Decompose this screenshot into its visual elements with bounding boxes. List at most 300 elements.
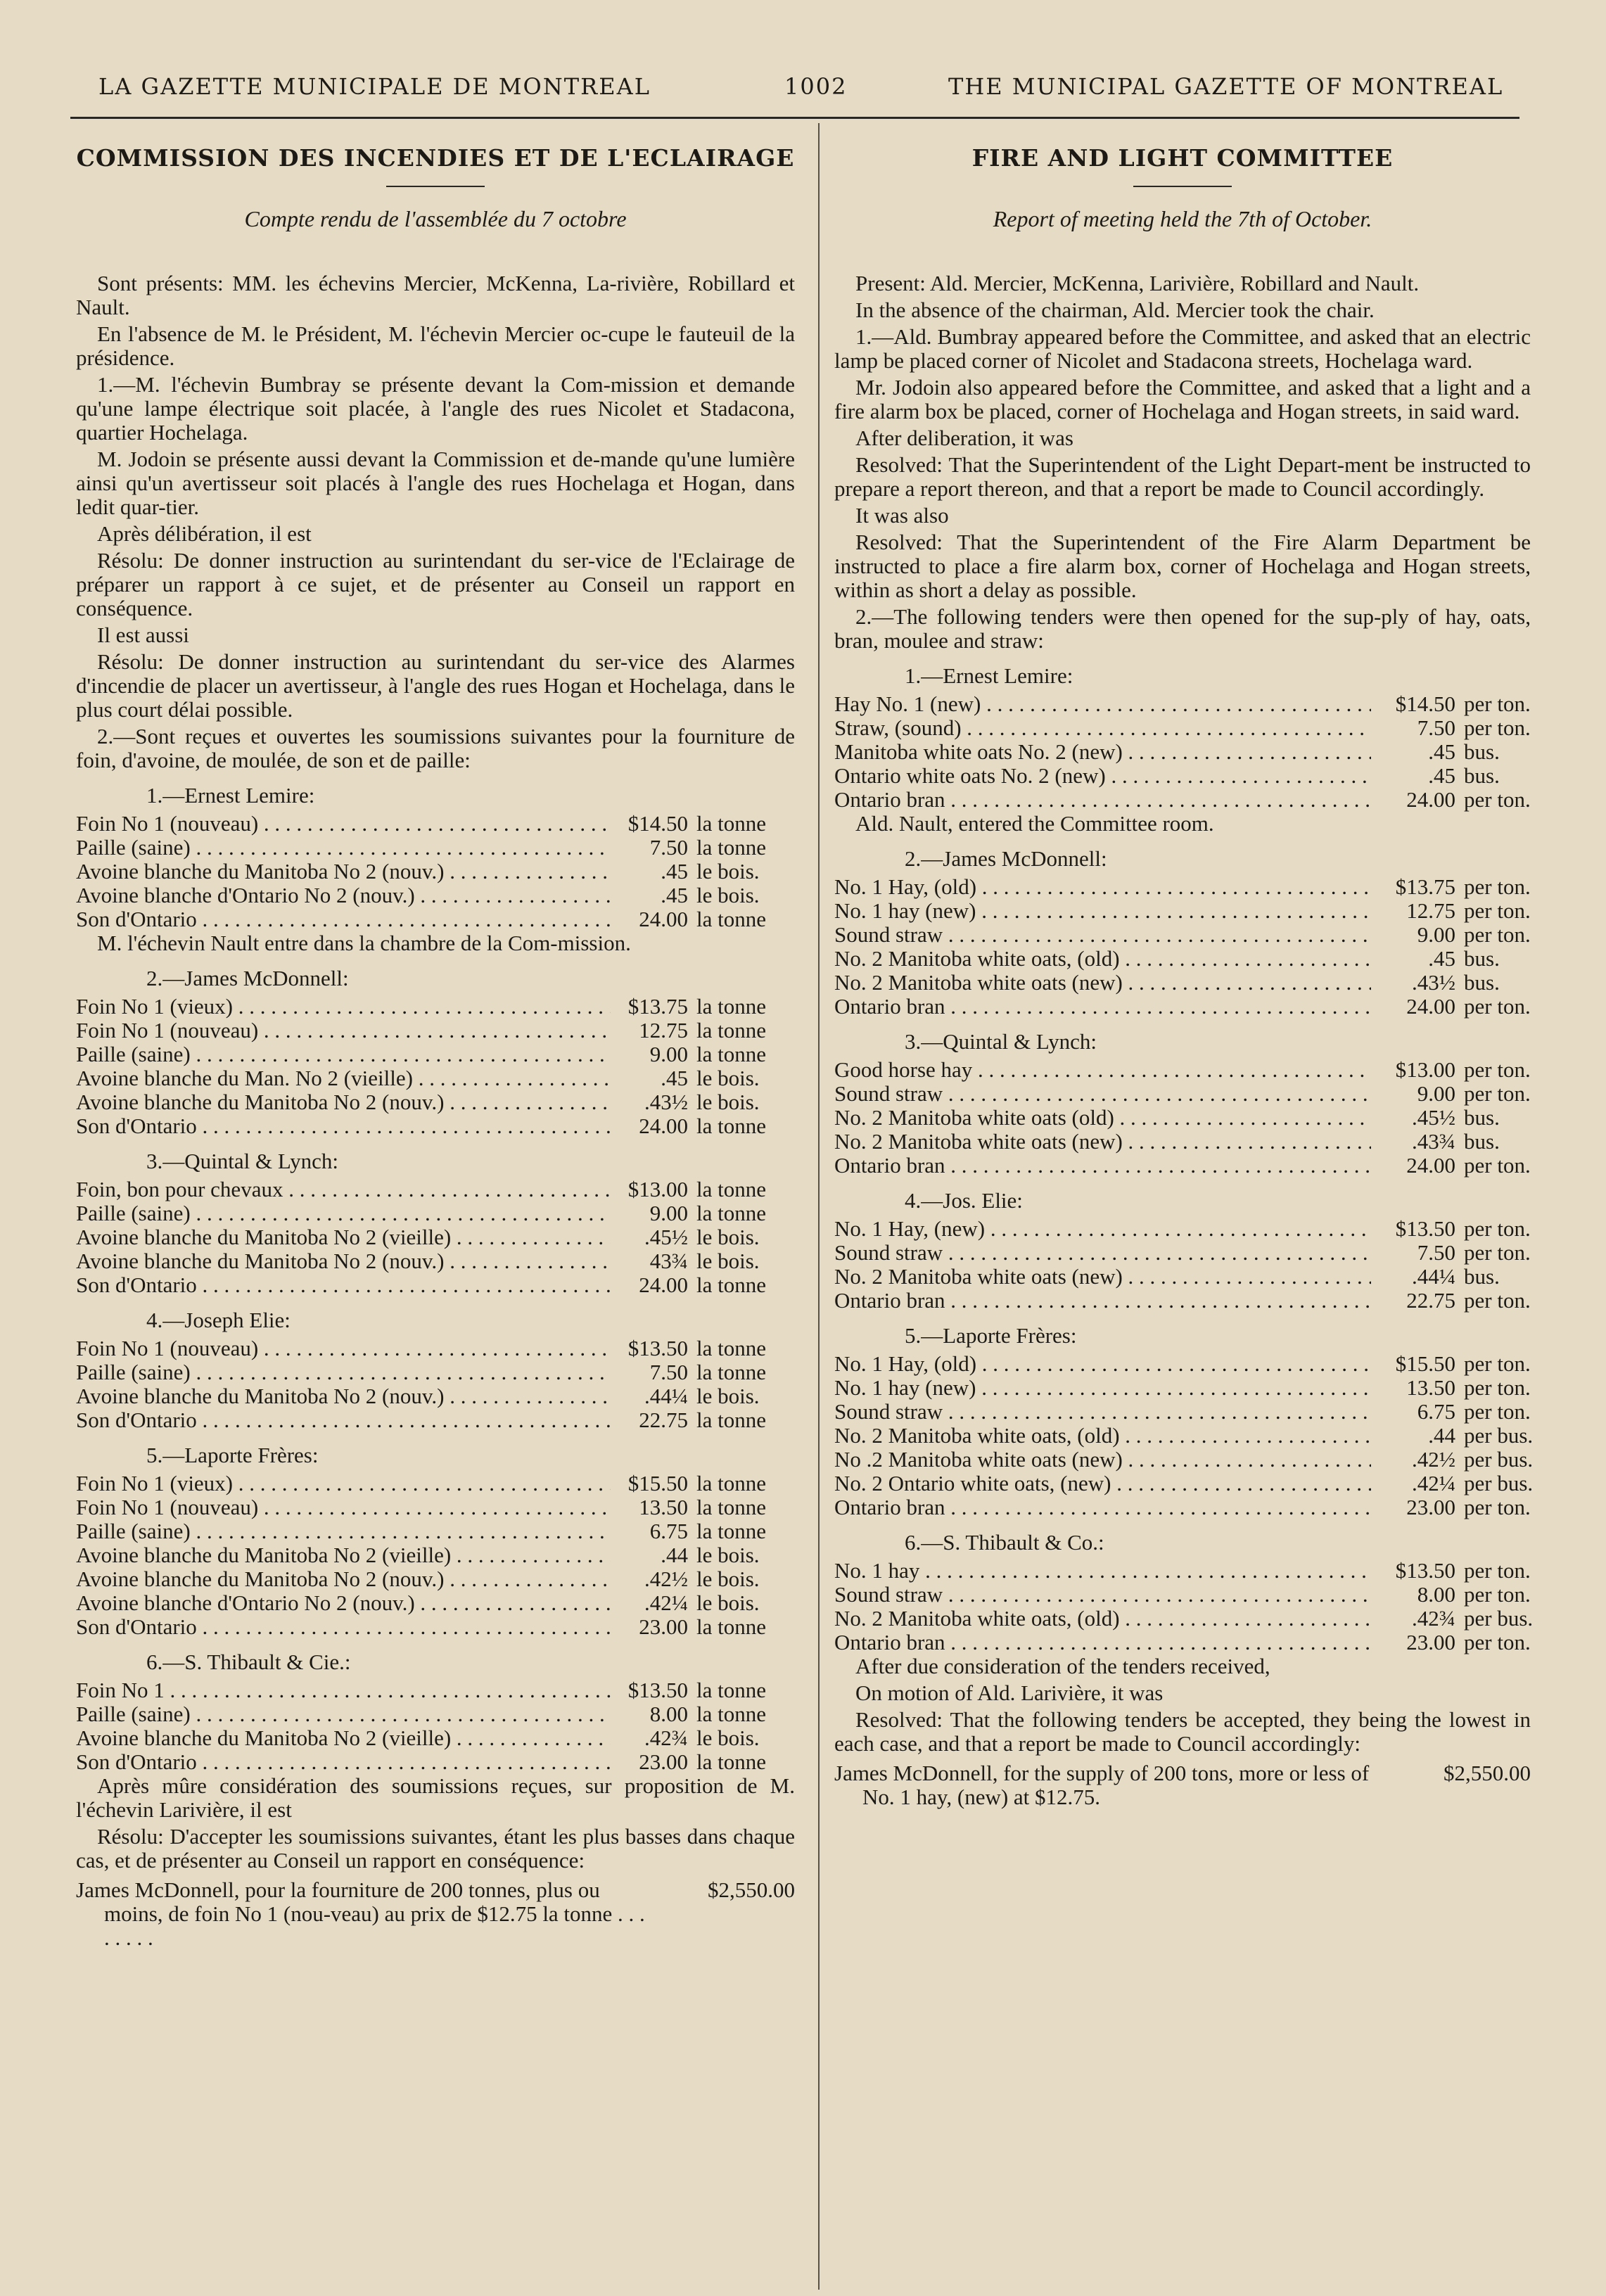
tender-price: 9.00 [649,1201,688,1225]
tender-row [76,1495,795,1519]
tender-item: Ontario bran . . . [834,1631,1371,1654]
tender-price: .44¼ [1412,1264,1455,1289]
tender-unit: la tonne [696,1336,766,1360]
tender-item: Paille (saine) . . . [76,1201,611,1225]
tender-unit: le bois. [696,1090,760,1114]
tender-price: .42½ [644,1567,688,1591]
tender-price: 24.00 [1406,1153,1455,1178]
tender-unit: bus. [1464,1264,1500,1289]
tender-price: $14.50 [627,811,688,836]
tender-unit: la tonne [696,1408,766,1432]
tender-row [76,1519,795,1543]
tender-unit: la tonne [696,1018,766,1042]
tender-unit: per ton. [1464,1351,1531,1376]
tender-price: 22.75 [639,1408,688,1432]
paragraph: On motion of Ald. Larivière, it was [855,1680,1164,1705]
tender-unit: la tonne [696,1177,766,1201]
tender-price: 23.00 [639,1749,688,1774]
tender-unit: per ton. [1464,1081,1531,1106]
english-title: FIRE AND LIGHT COMMITTEE [971,144,1394,172]
paragraph: Après délibération, il est [97,521,312,546]
tender-row [76,1567,795,1591]
tender-price: 23.00 [1406,1495,1455,1519]
paragraph: 1.—M. l'échevin Bumbray se présente devant la Com-mission et demande qu'une lampe électrique soit placée, à l'angle des rues Nicolet et Stadacona, quartier Hochelaga. [76,372,795,445]
tender-item: Avoine blanche du Manitoba No 2 (vieille) . . . [76,1225,611,1249]
tender-unit: la tonne [696,1749,766,1774]
tender-price: 7.50 [649,835,688,860]
tender-unit: per ton. [1464,1582,1531,1607]
tender-unit: le bois. [696,1567,760,1591]
tender-item: Good horse hay . . . [834,1058,1371,1082]
tender-row [834,1082,1531,1106]
tenderer-name: 4.—Jos. Elie: [905,1188,1023,1213]
tender-unit: per bus. [1464,1606,1534,1631]
tender-row [76,860,795,884]
tender-price: 7.50 [649,1360,688,1384]
tender-row [76,1615,795,1639]
tenderer-name: 5.—Laporte Frères: [146,1443,319,1467]
tender-price: 9.00 [649,1042,688,1066]
tender-note: Ald. Nault, entered the Committee room. [855,811,1214,836]
tender-item: Paille (saine) . . . [76,1042,611,1066]
tender-row [76,1337,795,1360]
tender-price: $13.75 [1395,874,1455,899]
paragraph: Present: Ald. Mercier, McKenna, Larivière, Robillard and Nault. [855,271,1420,295]
tender-price: 13.50 [639,1495,688,1519]
english-subtitle: Report of meeting held the 7th of October. [993,206,1372,231]
tender-unit: le bois. [696,1543,760,1567]
tender-row [834,1400,1531,1424]
tender-price: 12.75 [1406,898,1455,923]
tender-price: $13.50 [1395,1558,1455,1583]
tender-unit: la tonne [696,1614,766,1639]
tender-price: .44¼ [644,1384,688,1408]
tender-price: .44 [661,1543,688,1567]
tender-row [834,716,1531,740]
tender-item: Avoine blanche du Manitoba No 2 (nouv.) . . . [76,1090,611,1114]
tender-price: .42½ [1412,1447,1455,1472]
tender-item: Son d'Ontario . . . [76,1273,611,1297]
tender-item: No. 2 Manitoba white oats (old) . . . [834,1106,1371,1130]
tender-unit: per ton. [1464,922,1531,947]
tender-unit: le bois. [696,1249,760,1273]
tender-row [834,740,1531,764]
tender-row [76,1225,795,1249]
tender-unit: per ton. [1464,715,1531,740]
tender-unit: la tonne [696,1702,766,1726]
french-column [76,141,795,1950]
tender-unit: la tonne [696,1042,766,1066]
tender-row [76,1360,795,1384]
tender-unit: bus. [1464,1105,1500,1130]
tender-item: Foin No 1 (nouveau) . . . [76,812,611,836]
tender-item: Ontario bran . . . [834,1154,1371,1178]
tender-unit: la tonne [696,1273,766,1297]
page-number: 1002 [784,73,848,100]
tender-price: $14.50 [1395,691,1455,716]
tender-unit: per ton. [1464,1216,1531,1241]
tender-price: .45½ [1412,1105,1455,1130]
tender-item: Sound straw . . . [834,1400,1371,1424]
tender-item: Foin No 1 . . . [76,1678,611,1702]
tender-row [834,1352,1531,1376]
tender-item: Foin, bon pour chevaux . . . [76,1178,611,1201]
tender-price: 24.00 [1406,787,1455,812]
tender-price: 12.75 [639,1018,688,1042]
tender-unit: le bois. [696,1590,760,1615]
tender-row [834,1447,1534,1472]
tender-row [834,875,1531,899]
tender-unit: per ton. [1464,1558,1531,1583]
tender-row [834,1423,1534,1448]
tender-price: 23.00 [639,1614,688,1639]
tender-row [76,1384,795,1408]
tender-item: Foin No 1 (nouveau) . . . [76,1495,611,1519]
paragraph: Résolu: De donner instruction au surintendant du ser-vice de l'Eclairage de préparer un rapport à ce sujet, et de présenter au Conseil un rapport en conséquence. [76,548,795,620]
english-final-line: James McDonnell, for the supply of 200 tons, more or less of No. 1 hay, (new) at $12.75. [834,1761,1370,1809]
tender-item: Avoine blanche du Manitoba No 2 (nouv.) . . . [76,1384,611,1408]
tender-unit: le bois. [696,883,760,907]
tender-item: Son d'Ontario . . . [76,1408,611,1432]
tender-item: No. 1 hay (new) . . . [834,1376,1371,1400]
tender-row [76,1201,795,1225]
tender-row [834,1289,1531,1313]
tender-unit: la tonne [696,1201,766,1225]
tender-item: Sound straw . . . [834,1082,1371,1106]
tender-unit: per ton. [1464,1375,1531,1400]
tender-unit: la tonne [696,994,766,1019]
tenderer-name: 2.—James McDonnell: [905,846,1107,871]
tender-row [834,1376,1531,1400]
tender-price: 7.50 [1417,1240,1455,1265]
tender-item: Foin No 1 (nouveau) . . . [76,1019,611,1042]
tender-row [834,692,1531,716]
tender-item: Avoine blanche d'Ontario No 2 (nouv.) . . . [76,884,611,907]
tender-item: Ontario bran . . . [834,1289,1371,1313]
tender-price: .45 [1428,763,1455,788]
paragraph: Resolved: That the Superintendent of the Light Depart-ment be instructed to prepare a report thereon, and that a report be made to Council accordingly. [834,452,1531,501]
tender-unit: bus. [1464,1129,1500,1154]
tender-item: No. 2 Ontario white oats, (new) . . . [834,1472,1371,1495]
tender-unit: le bois. [696,859,760,884]
tender-unit: le bois. [696,1066,760,1090]
tender-row [834,1495,1531,1519]
paragraph: After deliberation, it was [855,426,1073,450]
tender-unit: per ton. [1464,1630,1531,1654]
tender-item: Son d'Ontario . . . [76,907,611,931]
tenderer-name: 6.—S. Thibault & Co.: [905,1530,1104,1555]
tenderer-name: 2.—James McDonnell: [146,966,349,990]
tender-unit: le bois. [696,1225,760,1249]
tender-unit: la tonne [696,1360,766,1384]
tender-unit: per ton. [1464,1495,1531,1519]
tender-item: Avoine blanche du Manitoba No 2 (vieille) . . . [76,1543,611,1567]
tender-price: .45 [1428,946,1455,971]
tender-row [834,788,1531,812]
tender-item: Avoine blanche d'Ontario No 2 (nouv.) . . . [76,1591,611,1615]
paragraph: 2.—The following tenders were then opened for the sup-ply of hay, oats, bran, moulee and straw: [834,604,1531,653]
paragraph: 1.—Ald. Bumbray appeared before the Committee, and asked that an electric lamp be placed corner of Nicolet and Stadacona streets, Hochelaga ward. [834,324,1531,373]
french-title: COMMISSION DES INCENDIES ET DE L'ECLAIRAGE [76,144,795,172]
header-left: LA GAZETTE MUNICIPALE DE MONTREAL [98,73,651,100]
tender-item: Paille (saine) . . . [76,1702,611,1726]
tender-item: Paille (saine) . . . [76,1519,611,1543]
tender-price: 6.75 [1417,1399,1455,1424]
tender-row [834,1241,1531,1265]
french-final [76,1878,795,1950]
tender-price: 43¾ [649,1249,688,1273]
tender-row [76,907,795,931]
tender-item: Avoine blanche du Manitoba No 2 (nouv.) . . . [76,860,611,884]
tender-item: Avoine blanche du Manitoba No 2 (nouv.) . . . [76,1249,611,1273]
tender-row [834,1130,1531,1154]
paragraph: Resolved: That the Superintendent of the Fire Alarm Department be instructed to place a fire alarm box, corner of Hochelaga and Hogan streets, within as short a delay as possible. [834,530,1531,602]
tender-item: Paille (saine) . . . [76,836,611,860]
tender-unit: per ton. [1464,1057,1531,1082]
tender-row [76,1178,795,1201]
tenderer-name: 6.—S. Thibault & Cie.: [146,1650,351,1674]
tender-price: 9.00 [1417,1081,1455,1106]
tender-price: .43¾ [1412,1129,1455,1154]
tender-unit: la tonne [696,1495,766,1519]
english-intro [834,272,1531,653]
tender-row [76,1408,795,1432]
tender-price: .45 [661,1066,688,1090]
tender-item: Ontario bran . . . [834,1495,1371,1519]
tender-item: Manitoba white oats No. 2 (new) . . . [834,740,1371,764]
tender-row [834,923,1531,947]
tender-item: Ontario bran . . . [834,788,1371,812]
paragraph: Il est aussi [97,623,189,647]
tender-row [834,1583,1531,1607]
paragraph: En l'absence de M. le Président, M. l'échevin Mercier oc-cupe le fauteuil de la présidence. [76,321,795,370]
header-right: THE MUNICIPAL GAZETTE OF MONTREAL [948,73,1504,100]
tender-unit: le bois. [696,1726,760,1750]
tender-unit: la tonne [696,835,766,860]
french-tenders [76,784,795,1774]
tender-unit: per ton. [1464,1153,1531,1178]
tender-price: .43½ [644,1090,688,1114]
tender-price: .44 [1428,1423,1455,1448]
tender-row [76,1591,795,1615]
tender-row [76,995,795,1019]
paragraph: Résolu: De donner instruction au surintendant du ser-vice des Alarmes d'incendie de placer un avertisseur, à l'angle des rues Hogan et Hochelaga, dans le plus court délai possible. [76,649,795,722]
english-closing [834,1654,1531,1756]
tender-item: No. 1 hay (new) . . . [834,899,1371,923]
english-tenders [834,663,1534,1654]
tender-unit: per bus. [1464,1423,1534,1448]
tender-row [834,1606,1534,1631]
column-divider [818,123,820,2290]
tender-item: Son d'Ontario . . . [76,1114,611,1138]
tender-unit: bus. [1464,970,1500,995]
tender-item: Foin No 1 (vieux) . . . [76,1472,611,1495]
tender-unit: bus. [1464,763,1500,788]
tender-unit: la tonne [696,1678,766,1702]
tender-item: Foin No 1 (nouveau) . . . [76,1337,611,1360]
tender-item: No. 2 Manitoba white oats (new) . . . [834,971,1371,995]
tender-note: M. l'échevin Nault entre dans la chambre de la Com-mission. [97,931,631,955]
tender-unit: le bois. [696,1384,760,1408]
tender-row [834,1559,1531,1583]
tender-unit: la tonne [696,1471,766,1495]
tenderer-name: 3.—Quintal & Lynch: [146,1149,338,1173]
tender-unit: per ton. [1464,691,1531,716]
tender-unit: bus. [1464,946,1500,971]
tender-item: Sound straw . . . [834,923,1371,947]
tender-price: .45 [661,883,688,907]
tender-unit: bus. [1464,739,1500,764]
tender-unit: per ton. [1464,874,1531,899]
paragraph: In the absence of the chairman, Ald. Mercier took the chair. [855,298,1375,322]
tender-unit: per ton. [1464,1240,1531,1265]
tender-price: 8.00 [649,1702,688,1726]
tenderer-name: 3.—Quintal & Lynch: [905,1029,1097,1054]
tender-item: No .2 Manitoba white oats (new) . . . [834,1448,1371,1472]
tender-row [834,899,1531,923]
tender-row [834,1265,1531,1289]
tender-row [834,995,1531,1019]
tender-price: 24.00 [639,1114,688,1138]
english-column [834,141,1534,1809]
french-final-amount: $2,550.00 [708,1877,795,1902]
tender-item: Hay No. 1 (new) . . . [834,692,1371,716]
french-final-line: James McDonnell, pour la fourniture de 200 tonnes, plus ou moins, de foin No 1 (nou-veau) au prix de $12.75 la tonne . . . . . . . . [76,1877,645,1950]
tender-row [76,1273,795,1297]
paragraph: M. Jodoin se présente aussi devant la Commission et de-mande qu'une lumière ainsi qu'un avertisseur soit placés à l'angle des rues Hochelaga et Hogan, dans ledit quar-tier. [76,447,795,519]
tender-price: .45 [1428,739,1455,764]
paragraph: 2.—Sont reçues et ouvertes les soumissions suivantes pour la fourniture de foin, d'avoine, de moulée, de son et de paille: [76,724,795,772]
tenderer-name: 1.—Ernest Lemire: [146,783,315,808]
tender-price: .42¾ [644,1726,688,1750]
tender-item: Avoine blanche du Manitoba No 2 (vieille) . . . [76,1726,611,1750]
tender-item: Foin No 1 (vieux) . . . [76,995,611,1019]
paragraph: Resolved: That the following tenders be accepted, they being the lowest in each case, and that a report be made to Council accordingly: [834,1707,1531,1756]
tender-row [76,1750,795,1774]
tender-row [834,1217,1531,1241]
tender-row [834,1471,1534,1495]
tender-item: No. 1 Hay, (old) . . . [834,1352,1371,1376]
tender-price: .45½ [644,1225,688,1249]
tender-price: .43½ [1412,970,1455,995]
english-final [834,1761,1531,1809]
english-final-amount: $2,550.00 [1444,1761,1531,1785]
tender-price: $15.50 [627,1471,688,1495]
tender-unit: la tonne [696,1114,766,1138]
tender-item: No. 2 Manitoba white oats, (old) . . . [834,1607,1371,1631]
tender-price: 23.00 [1406,1630,1455,1654]
tender-row [834,1058,1531,1082]
tender-row [834,971,1531,995]
paragraph: Résolu: D'accepter les soumissions suivantes, étant les plus basses dans chaque cas, et de présenter au Conseil un rapport en conséquence: [76,1824,795,1873]
tender-unit: per bus. [1464,1447,1534,1472]
tender-price: 24.00 [1406,994,1455,1019]
tender-unit: la tonne [696,811,766,836]
tender-row [76,836,795,860]
tender-row [834,1631,1531,1654]
tender-item: No. 2 Manitoba white oats (new) . . . [834,1265,1371,1289]
tender-price: 13.50 [1406,1375,1455,1400]
tender-row [76,1019,795,1042]
tender-price: 8.00 [1417,1582,1455,1607]
tender-item: Ontario bran . . . [834,995,1371,1019]
tender-item: No. 1 Hay, (new) . . . [834,1217,1371,1241]
tender-row [76,1090,795,1114]
tender-row [76,1114,795,1138]
tender-row [76,1702,795,1726]
tender-row [76,1249,795,1273]
tender-item: Sound straw . . . [834,1241,1371,1265]
tender-row [834,1106,1531,1130]
tender-price: 24.00 [639,907,688,931]
tender-item: No. 2 Manitoba white oats (new) . . . [834,1130,1371,1154]
tender-item: Avoine blanche du Man. No 2 (vieille) . . . [76,1066,611,1090]
tender-price: $13.75 [627,994,688,1019]
tenderer-name: 5.—Laporte Frères: [905,1323,1077,1348]
tender-unit: per bus. [1464,1471,1534,1495]
tender-item: No. 2 Manitoba white oats, (old) . . . [834,1424,1371,1448]
tenderer-name: 1.—Ernest Lemire: [905,663,1073,688]
tender-item: Straw, (sound) . . . [834,716,1371,740]
tender-unit: per ton. [1464,1288,1531,1313]
tender-price: $13.00 [627,1177,688,1201]
tender-item: Son d'Ontario . . . [76,1750,611,1774]
paragraph: After due consideration of the tenders received, [855,1654,1270,1678]
tender-item: No. 2 Manitoba white oats, (old) . . . [834,947,1371,971]
tender-item: Avoine blanche du Manitoba No 2 (nouv.) . . . [76,1567,611,1591]
tender-row [834,947,1531,971]
tender-item: Ontario white oats No. 2 (new) . . . [834,764,1371,788]
french-closing [76,1774,795,1873]
tender-row [834,1154,1531,1178]
tender-row [834,764,1531,788]
tender-item: Son d'Ontario . . . [76,1615,611,1639]
tender-unit: per ton. [1464,994,1531,1019]
tender-row [76,1472,795,1495]
paragraph: Après mûre considération des soumissions reçues, sur proposition de M. l'échevin Larivière, il est [76,1773,795,1822]
tender-price: .42¼ [1412,1471,1455,1495]
paragraph: It was also [855,503,949,528]
tender-price: 7.50 [1417,715,1455,740]
tender-item: Sound straw . . . [834,1583,1371,1607]
header-rule [70,117,1519,119]
tender-row [76,1543,795,1567]
tender-price: 6.75 [649,1519,688,1543]
tender-item: No. 1 hay . . . [834,1559,1371,1583]
paragraph: Mr. Jodoin also appeared before the Committee, and asked that a light and a fire alarm box be placed, corner of Hochelaga and Hogan streets, in said ward. [834,375,1531,423]
tender-price: $13.50 [627,1336,688,1360]
tender-row [76,1678,795,1702]
tender-row [76,1726,795,1750]
tender-price: .42¼ [644,1590,688,1615]
tender-price: $13.00 [1395,1057,1455,1082]
tender-row [76,1042,795,1066]
tender-unit: per ton. [1464,787,1531,812]
tender-price: 24.00 [639,1273,688,1297]
tender-row [76,1066,795,1090]
title-rule [386,186,485,187]
tender-price: $15.50 [1395,1351,1455,1376]
tender-item: Paille (saine) . . . [76,1360,611,1384]
tender-price: .45 [661,859,688,884]
tender-row [76,884,795,907]
tender-unit: la tonne [696,1519,766,1543]
tender-price: .42¾ [1412,1606,1455,1631]
french-intro [76,272,795,772]
tender-price: $13.50 [627,1678,688,1702]
tender-unit: per ton. [1464,898,1531,923]
tender-price: 22.75 [1406,1288,1455,1313]
